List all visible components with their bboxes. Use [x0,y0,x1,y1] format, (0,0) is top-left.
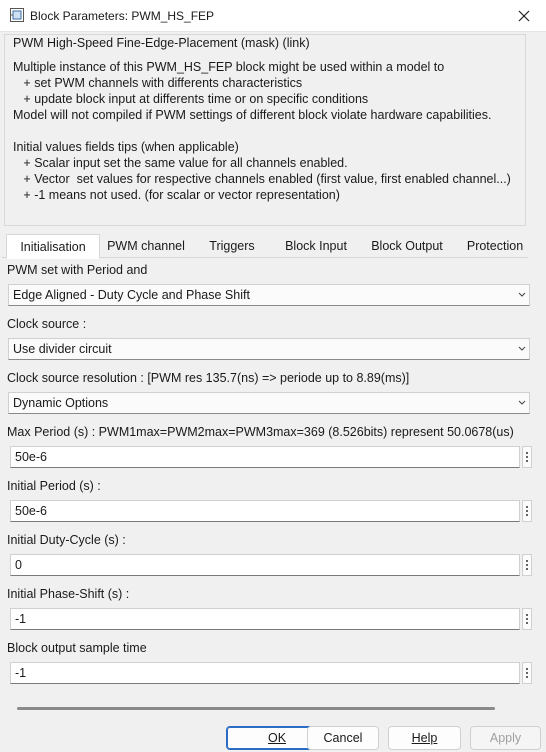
initial-duty-value: 0 [15,558,22,572]
tab-protection[interactable]: Protection [466,239,524,253]
tab-block-input[interactable]: Block Input [285,239,347,253]
horizontal-scrollbar[interactable] [17,707,495,710]
help-button[interactable]: Help [388,726,461,750]
max-period-label: Max Period (s) : PWM1max=PWM2max=PWM3max=369 (8.526bits) represent 50.0678(us) [7,425,514,439]
max-period-value: 50e-6 [15,450,47,464]
ok-button[interactable]: OK [226,726,328,750]
clock-resolution-value: Dynamic Options [13,396,109,410]
clock-source-label: Clock source : [7,317,87,331]
close-icon [518,10,530,22]
description-line: + set PWM channels with differents characteristics [13,76,303,90]
initial-duty-field[interactable] [10,554,520,576]
sample-time-more-button[interactable] [522,662,532,684]
more-vertical-icon [525,558,529,572]
tab-triggers[interactable]: Triggers [209,239,255,253]
simulink-block-icon [10,8,24,22]
initial-duty-label: Initial Duty-Cycle (s) : [7,533,126,547]
sample-time-value: -1 [15,666,27,680]
mask-description-group [4,34,526,226]
cancel-button[interactable]: Cancel [307,726,379,750]
more-vertical-icon [525,450,529,464]
initial-period-label: Initial Period (s) : [7,479,101,493]
description-line: Initial values fields tips (when applicable) [13,140,239,154]
pwm-set-dropdown[interactable] [8,284,530,306]
initial-period-field[interactable] [10,500,520,522]
clock-resolution-dropdown[interactable] [8,392,530,414]
more-vertical-icon [525,504,529,518]
initial-phase-label: Initial Phase-Shift (s) : [7,587,130,601]
mask-title: PWM High-Speed Fine-Edge-Placement (mask) (link) [13,36,310,50]
initial-duty-more-button[interactable] [522,554,532,576]
clock-source-dropdown[interactable] [8,338,530,360]
sample-time-label: Block output sample time [7,641,147,655]
description-line: + Vector set values for respective channels enabled (first value, first enabled channel...) [13,172,511,186]
tab-pwm-channel[interactable]: PWM channel [107,239,185,253]
max-period-more-button[interactable] [522,446,532,468]
initial-phase-value: -1 [15,612,27,626]
tab-block-output[interactable]: Block Output [371,239,443,253]
description-line: + -1 means not used. (for scalar or vector representation) [13,188,340,202]
window-title: Block Parameters: PWM_HS_FEP [30,9,215,23]
more-vertical-icon [525,612,529,626]
chevron-down-icon [517,397,527,409]
initial-phase-more-button[interactable] [522,608,532,630]
clock-source-value: Use divider circuit [13,342,112,356]
initial-period-more-button[interactable] [522,500,532,522]
initial-phase-field[interactable] [10,608,520,630]
description-line: Model will not compiled if PWM settings of different block violate hardware capabilities. [13,108,492,122]
apply-button[interactable]: Apply [470,726,541,750]
pwm-set-value: Edge Aligned - Duty Cycle and Phase Shift [13,288,250,302]
tab-bar [2,234,528,258]
pwm-set-label: PWM set with Period and [7,263,148,277]
tab-initialisation[interactable]: Initialisation [6,234,100,259]
sample-time-field[interactable] [10,662,520,684]
max-period-field[interactable] [10,446,520,468]
more-vertical-icon [525,666,529,680]
description-line: Multiple instance of this PWM_HS_FEP block might be used within a model to [13,60,445,74]
title-bar [0,0,546,32]
close-button[interactable] [510,4,538,28]
initial-period-value: 50e-6 [15,504,47,518]
clock-resolution-label: Clock source resolution : [PWM res 135.7(ns) => periode up to 8.89(ms)] [7,371,410,385]
description-line: + Scalar input set the same value for all channels enabled. [13,156,348,170]
description-line: + update block input at differents time or on specific conditions [13,92,369,106]
chevron-down-icon [517,343,527,355]
chevron-down-icon [517,289,527,301]
